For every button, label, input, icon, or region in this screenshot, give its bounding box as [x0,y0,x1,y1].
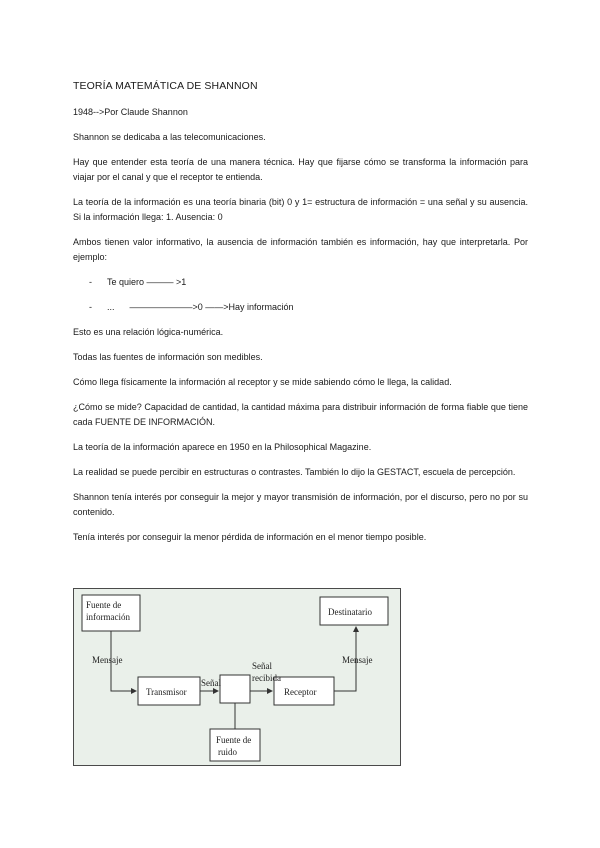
paragraph: Hay que entender esta teoría de una manera técnica. Hay que fijarse cómo se transforma la información para viajar por el canal y que el receptor te entienda. [73,157,528,182]
paragraph: Shannon se dedicaba a las telecomunicaciones. [73,132,266,142]
paragraph: La realidad se puede percibir en estructuras o contrastes. También lo dijo la GESTACT, escuela de percepción. [73,467,516,477]
noise-label-1: Fuente de [216,735,252,745]
received-signal-label-1: Señal [252,661,272,671]
list-item [73,275,528,290]
diagram-svg [74,589,400,765]
list-item-text: Te quiero ——— >1 [107,277,187,287]
message-left-label: Mensaje [92,655,123,665]
paragraph: 1948-->Por Claude Shannon [73,107,188,117]
document-title: TEORÍA MATEMÁTICA DE SHANNON [73,80,258,92]
transmitter-label: Transmisor [146,687,187,697]
paragraph: Cómo llega físicamente la información al receptor y se mide sabiendo cómo le llega, la calidad. [73,377,452,387]
paragraph: ¿Cómo se mide? Capacidad de cantidad, la cantidad máxima para distribuir información de forma fiable que tiene cada FUENTE DE INFORMACIÓN. [73,402,528,427]
bullet-dash: - [89,302,92,312]
list-item [73,300,528,315]
bullet-dash: - [89,277,92,287]
source-label-1: Fuente de [86,600,122,610]
destination-label: Destinatario [328,607,372,617]
channel-box [220,675,250,703]
shannon-diagram [73,588,401,766]
received-signal-label-2: recibida [252,673,281,683]
document-body [73,80,528,555]
noise-label-2: ruido [218,747,237,757]
paragraph: Tenía interés por conseguir la menor pérdida de información en el menor tiempo posible. [73,532,427,542]
paragraph: Shannon tenía interés por conseguir la mejor y mayor transmisión de información, por el discurso, pero no por su contenido. [73,492,528,517]
paragraph: La teoría de la información aparece en 1950 en la Philosophical Magazine. [73,442,372,452]
receiver-label: Receptor [284,687,317,697]
list-item-text: ... ———————>0 ——>Hay información [107,302,294,312]
source-label-2: información [86,612,130,622]
signal-label: Señal [201,678,221,688]
paragraph: Todas las fuentes de información son medibles. [73,352,263,362]
paragraph: Ambos tienen valor informativo, la ausencia de información también es información, hay que interpretarla. Por ejemplo: [73,237,528,262]
paragraph: La teoría de la información es una teoría binaria (bit) 0 y 1= estructura de información = una señal y su ausencia. Si la información llega: 1. Ausencia: 0 [73,197,528,222]
message-right-label: Mensaje [342,655,373,665]
paragraph: Esto es una relación lógica-numérica. [73,327,224,337]
